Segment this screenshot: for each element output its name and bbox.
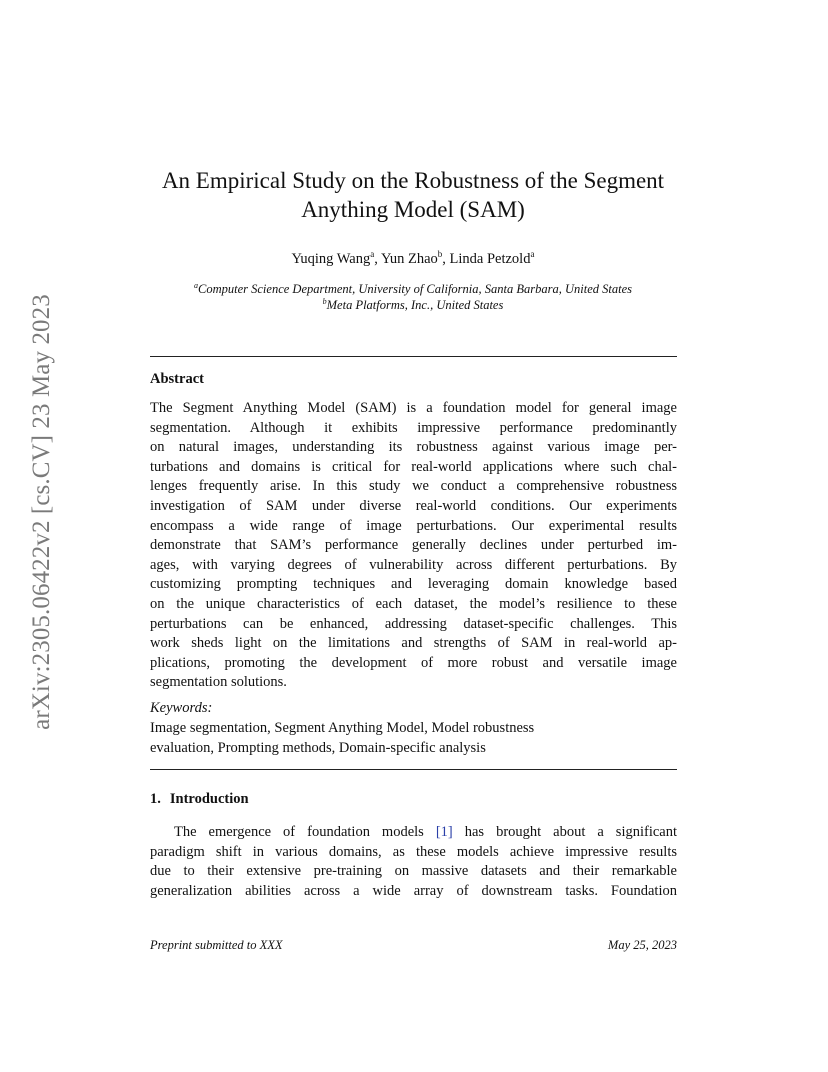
author-list bbox=[150, 245, 676, 268]
keywords-line: evaluation, Prompting methods, Domain-specific analysis bbox=[150, 739, 486, 756]
affiliation bbox=[130, 294, 696, 313]
abstract-line: plications, promoting the development of more robust and versatile image bbox=[150, 654, 677, 671]
affiliation-text: Computer Science Department, University of California, Santa Barbara, United States bbox=[198, 282, 632, 297]
affiliation-mark: b bbox=[322, 297, 327, 306]
section-number: 1. bbox=[150, 791, 161, 807]
author-affiliation-mark: b bbox=[437, 249, 443, 259]
divider-bottom bbox=[150, 769, 677, 770]
introduction-line: paradigm shift in various domains, as these models achieve impressive results bbox=[150, 843, 677, 860]
intro-text: The emergence of foundation models bbox=[174, 824, 436, 840]
affiliation-text: Meta Platforms, Inc., United States bbox=[326, 298, 504, 313]
abstract-line: segmentation. Although it exhibits impressive performance predominantly bbox=[150, 419, 677, 436]
author-separator: , bbox=[442, 250, 450, 267]
arxiv-identifier: arXiv:2305.06422v2 [cs.CV] 23 May 2023 bbox=[28, 294, 56, 730]
abstract-line: segmentation solutions. bbox=[150, 674, 287, 691]
introduction-line bbox=[150, 823, 677, 843]
abstract-body bbox=[150, 399, 677, 693]
affiliation-mark: a bbox=[194, 281, 198, 290]
intro-text: has brought about a significant bbox=[452, 824, 677, 840]
author-separator: , bbox=[374, 250, 381, 267]
keywords-body bbox=[150, 719, 677, 758]
paper-title bbox=[150, 166, 676, 224]
abstract-line: perturbations can be enhanced, addressing dataset-specific challenges. This bbox=[150, 615, 677, 632]
abstract-line: lenges frequently arise. In this study we conduct a comprehensive robustness bbox=[150, 478, 677, 495]
abstract-line: on the unique characteristics of each dataset, the model’s resilience to these bbox=[150, 595, 677, 612]
footer-date: May 25, 2023 bbox=[607, 938, 677, 952]
abstract-line: encompass a wide range of image perturbations. Our experimental results bbox=[150, 517, 677, 534]
abstract-line: on natural images, understanding its robustness against various image per- bbox=[150, 439, 677, 456]
abstract-line: investigation of SAM under diverse real-world conditions. Our experiments bbox=[150, 497, 677, 514]
author-name: Yuqing Wang bbox=[291, 250, 371, 267]
arxiv-sidebar-stamp bbox=[14, 252, 70, 772]
abstract-heading: Abstract bbox=[150, 371, 204, 387]
title-line-1: An Empirical Study on the Robustness of the Segment bbox=[161, 168, 665, 193]
citation-link[interactable]: [1] bbox=[435, 824, 453, 840]
section-heading-introduction bbox=[150, 791, 249, 808]
abstract-line: work sheds light on the limitations and strengths of SAM in real-world ap- bbox=[150, 635, 677, 652]
author-name: Linda Petzold bbox=[449, 250, 531, 267]
author-affiliation-mark: a bbox=[370, 249, 375, 259]
introduction-line: due to their extensive pre-training on massive datasets and their remarkable bbox=[150, 863, 677, 880]
keywords-heading: Keywords: bbox=[150, 700, 213, 716]
introduction-line: generalization abilities across a wide array of downstream tasks. Foundation bbox=[150, 882, 677, 899]
divider-top bbox=[150, 356, 677, 357]
abstract-line: ages, with varying degrees of vulnerability across different perturbations. By bbox=[150, 556, 677, 573]
abstract-line: The Segment Anything Model (SAM) is a foundation model for general image bbox=[150, 400, 677, 416]
footer-preprint-note: Preprint submitted to XXX bbox=[150, 938, 283, 952]
keywords-line: Image segmentation, Segment Anything Model, Model robustness bbox=[150, 720, 535, 736]
author-affiliation-mark: a bbox=[530, 249, 535, 259]
introduction-body bbox=[150, 823, 677, 901]
abstract-line: demonstrate that SAM’s performance generally declines under perturbed im- bbox=[150, 537, 677, 554]
title-line-2: Anything Model (SAM) bbox=[301, 197, 525, 222]
abstract-line: turbations and domains is critical for real-world applications where such chal- bbox=[150, 458, 677, 475]
abstract-line: customizing prompting techniques and leveraging domain knowledge based bbox=[150, 576, 677, 593]
author-name: Yun Zhao bbox=[380, 250, 438, 267]
section-title: Introduction bbox=[169, 791, 249, 807]
